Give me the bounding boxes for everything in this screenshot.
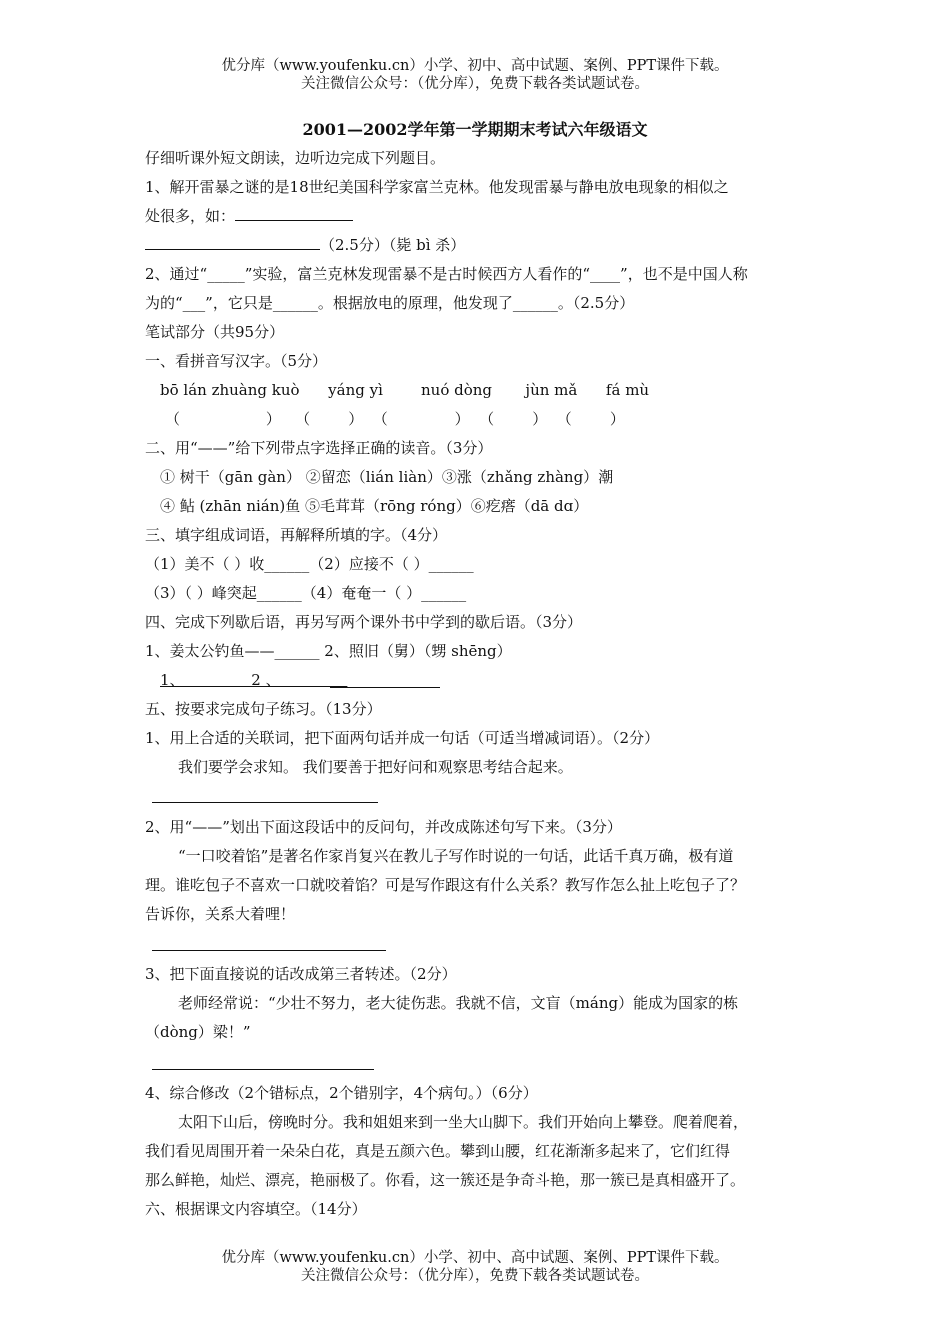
section-5-title: 五、按要求完成句子练习。（13分） — [145, 700, 382, 718]
s5-q4-text-3: 那么鲜艳，灿烂、漂亮，艳丽极了。你看，这一簇还是争奇斗艳，那一簇已是真相盛开了。 — [145, 1171, 746, 1189]
s5-q1-text: 我们要学会求知。 我们要善于把好问和观察思考结合起来。 — [178, 758, 573, 776]
listening-q2-line-1: 2、通过“_____”实验，富兰克林发现雷暴不是古时候西方人看作的“____”，也不是中国人称 — [145, 265, 748, 283]
s5-q3-title: 3、把下面直接说的话改成第三者转述。（2分） — [145, 965, 457, 983]
listening-q2-line-2: 为的“___”，它只是______。根据放电的原理，他发现了______。（2.5分） — [145, 294, 635, 312]
s5-q4-text-1: 太阳下山后，傍晚时分。我和姐姐来到一坐大山脚下。我们开始向上攀登。爬着爬着， — [178, 1113, 749, 1131]
s5-q2-text-1: “一口咬着馅”是著名作家肖复兴在教儿子写作时说的一句话，此话千真万确，极有道 — [178, 847, 734, 865]
section-1-title: 一、看拼音写汉字。（5分） — [145, 352, 328, 370]
xiehouyu-row-1: 1、姜太公钓鱼——______ 2、照旧（舅）（甥 shēng） — [145, 642, 512, 660]
written-heading: 笔试部分（共95分） — [145, 323, 285, 341]
s5-q2-title: 2、用“——”划出下面这段话中的反问句，并改成陈述句写下来。（3分） — [145, 818, 622, 836]
section-2-title: 二、用“——”给下列带点字选择正确的读音。（3分） — [145, 439, 493, 457]
listening-q1-line-1: 1、解开雷暴之谜的是18世纪美国科学家富兰克林。他发现雷暴与静电放电现象的相似之 — [145, 178, 729, 196]
listening-q1-line-3 — [145, 235, 815, 255]
s5-q2-text-2: 理。谁吃包子不喜欢一口就咬着馅？可是写作跟这有什么关系？教写作怎么扯上吃包子了？ — [145, 876, 746, 894]
header-line-1: 优分库（www.youfenku.cn）小学、初中、高中试题、案例、PPT课件下载。 — [221, 58, 729, 74]
section-6-title: 六、根据课文内容填空。（14分） — [145, 1200, 367, 1218]
page-title: 2001—2002学年第一学期期末考试六年级语文 — [302, 120, 648, 139]
reading-row-1: ① 树干（gān gàn） ②留恋（lián liàn）③涨（zhǎng zhàng）潮 — [160, 468, 614, 486]
s5-q4-title: 4、综合修改（2个错标点，2个错别字，4个病句。）（6分） — [145, 1084, 538, 1102]
answer-line[interactable] — [330, 687, 440, 688]
reading-row-2: ④ 鲇 (zhān nián)鱼 ⑤毛茸茸（rōng róng）⑥疙瘩（dā dɑ） — [160, 497, 589, 515]
footer-line-2: 关注微信公众号：（优分库），免费下载各类试题试卷。 — [301, 1268, 649, 1284]
section-3-title: 三、填字组成词语，再解释所填的字。（4分） — [145, 526, 448, 544]
listening-intro: 仔细听课外短文朗读，边听边完成下列题目。 — [145, 149, 446, 167]
s5-q1-title: 1、用上合适的关联词，把下面两句话并成一句话（可适当增减词语）。（2分） — [145, 729, 660, 747]
fill-word-row-1: （1）美不（ ）收______（2）应接不（ ）______ — [145, 555, 474, 573]
s5-q2-text-3: 告诉你，关系大着哩！ — [145, 905, 296, 923]
s5-q4-text-2: 我们看见周围开着一朵朵白花，真是五颜六色。攀到山腰，红花渐渐多起来了，它们红得 — [145, 1142, 731, 1160]
fill-word-row-2: （3）（ ）峰突起______（4）奄奄一（ ）______ — [145, 584, 467, 602]
answer-line[interactable] — [152, 950, 386, 951]
header-line-2: 关注微信公众号：（优分库），免费下载各类试题试卷。 — [301, 76, 649, 92]
pinyin-answer-brackets[interactable]: （ ） （ ） （ ） （ ） （ ） — [165, 410, 625, 428]
answer-line[interactable] — [152, 802, 378, 803]
answer-blank[interactable] — [235, 206, 353, 221]
pinyin-row: bō lán zhuàng kuò yáng yì nuó dòng jùn mǎ fá mù — [160, 381, 650, 399]
section-4-title: 四、完成下列歇后语，再另写两个课外书中学到的歇后语。（3分） — [145, 613, 583, 631]
s5-q3-text-2: （dòng）梁！” — [145, 1023, 251, 1041]
listening-q1-text: 处很多，如： — [145, 207, 236, 225]
footer-line-1: 优分库（www.youfenku.cn）小学、初中、高中试题、案例、PPT课件下载。 — [221, 1250, 729, 1266]
xiehouyu-answer-row[interactable]: 1、 2 、 — [160, 671, 348, 689]
s5-q3-text-1: 老师经常说：“少壮不努力，老大徒伤悲。我就不信，文盲（máng）能成为国家的栋 — [178, 994, 739, 1012]
listening-q1-score: （2.5分）（毙 bì 杀） — [320, 236, 466, 254]
answer-line[interactable] — [152, 1069, 374, 1070]
answer-blank[interactable] — [145, 235, 320, 250]
listening-q1-line-2 — [145, 206, 815, 226]
